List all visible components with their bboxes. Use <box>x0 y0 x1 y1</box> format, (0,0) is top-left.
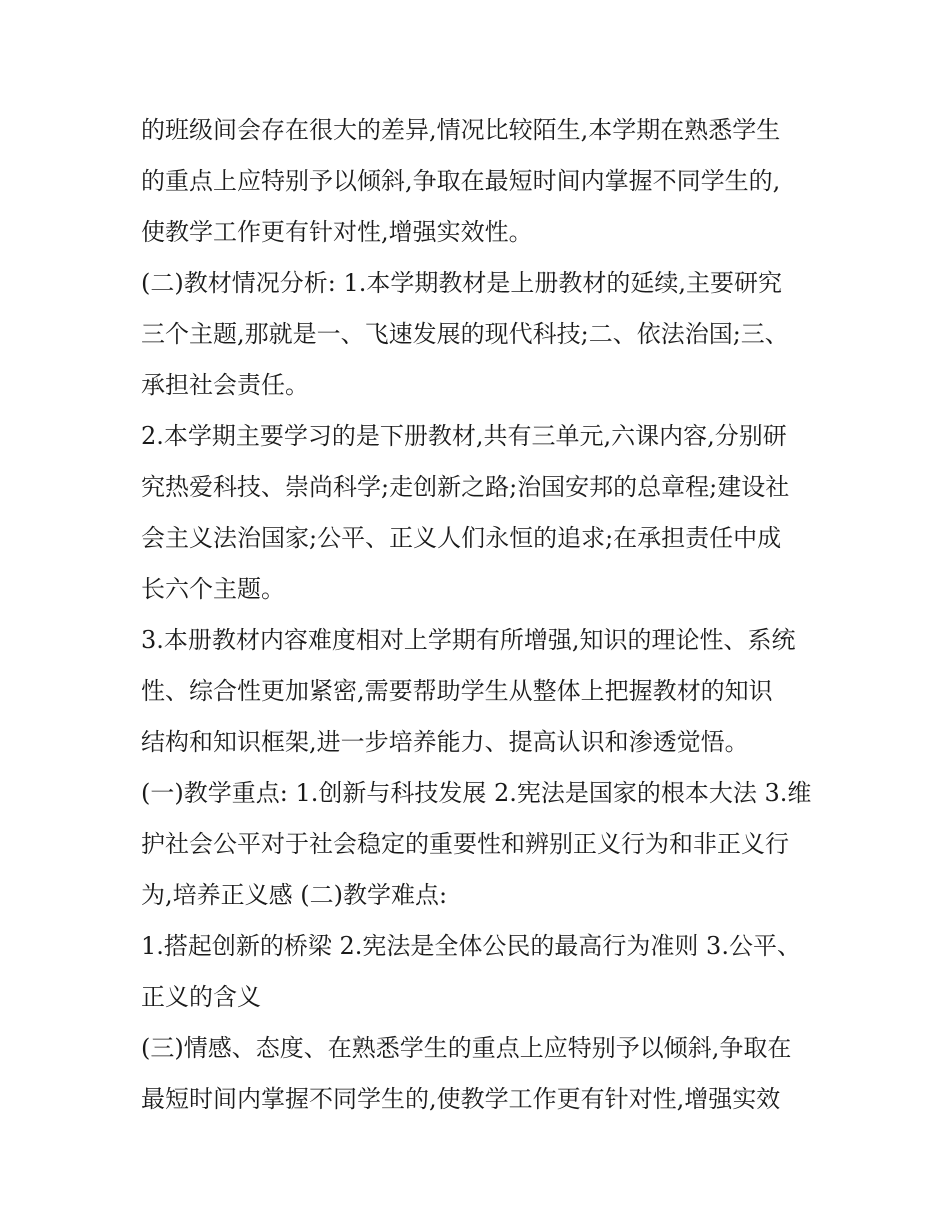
text-line: 正义的含义 <box>141 983 261 1011</box>
text-line: (二)教材情况分析: 1.本学期教材是上册教材的延续,主要研究 <box>141 269 782 297</box>
text-line: 性、综合性更加紧密,需要帮助学生从整体上把握教材的知识 <box>141 677 773 705</box>
text-line: 结构和知识框架,进一步培养能力、提高认识和渗透觉悟。 <box>141 728 749 756</box>
text-line: 最短时间内掌握不同学生的,使教学工作更有针对性,增强实效 <box>141 1085 781 1113</box>
text-line: 1.搭起创新的桥梁 2.宪法是全体公民的最高行为准则 3.公平、 <box>141 932 801 960</box>
document-body <box>141 105 821 1125</box>
text-line: 2.本学期主要学习的是下册教材,共有三单元,六课内容,分别研 <box>141 422 787 450</box>
text-line: 使教学工作更有针对性,增强实效性。 <box>141 218 533 246</box>
text-line: 的班级间会存在很大的差异,情况比较陌生,本学期在熟悉学生 <box>141 116 781 144</box>
text-line: 为,培养正义感 (二)教学难点: <box>141 881 448 909</box>
text-line: 护社会公平对于社会稳定的重要性和辨别正义行为和非正义行 <box>141 830 789 858</box>
text-line: 长六个主题。 <box>141 575 285 603</box>
text-line: (一)教学重点: 1.创新与科技发展 2.宪法是国家的根本大法 3.维 <box>141 779 812 807</box>
text-line: 会主义法治国家;公平、正义人们永恒的追求;在承担责任中成 <box>141 524 782 552</box>
text-line: 三个主题,那就是一、飞速发展的现代科技;二、依法治国;三、 <box>141 320 789 348</box>
text-line: (三)情感、态度、在熟悉学生的重点上应特别予以倾斜,争取在 <box>141 1034 792 1062</box>
text-line: 承担社会责任。 <box>141 371 309 399</box>
text-line: 的重点上应特别予以倾斜,争取在最短时间内掌握不同学生的, <box>141 167 781 195</box>
text-line: 3.本册教材内容难度相对上学期有所增强,知识的理论性、系统 <box>141 626 796 654</box>
text-line: 究热爱科技、崇尚科学;走创新之路;治国安邦的总章程;建设社 <box>141 473 790 501</box>
